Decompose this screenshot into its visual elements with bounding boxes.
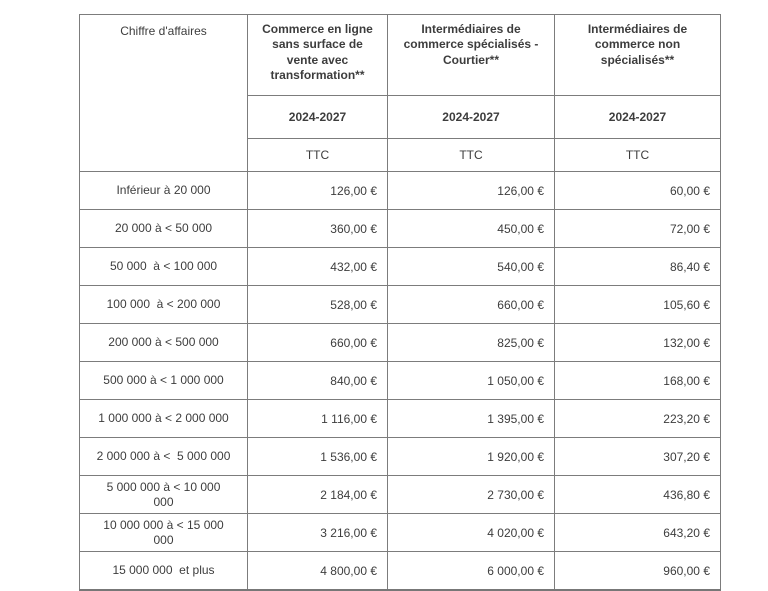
price-cell: 660,00 € <box>248 324 388 362</box>
row-label: 5 000 000 à < 10 000 000 <box>80 476 248 514</box>
price-cell: 223,20 € <box>555 400 721 438</box>
price-cell: 2 730,00 € <box>388 476 555 514</box>
row-label: 15 000 000 et plus <box>80 552 248 591</box>
price-cell: 840,00 € <box>248 362 388 400</box>
price-cell: 86,40 € <box>555 248 721 286</box>
price-cell: 540,00 € <box>388 248 555 286</box>
tax-label: TTC <box>388 139 555 172</box>
price-cell: 1 536,00 € <box>248 438 388 476</box>
price-cell: 432,00 € <box>248 248 388 286</box>
price-cell: 360,00 € <box>248 210 388 248</box>
price-cell: 1 395,00 € <box>388 400 555 438</box>
price-cell: 528,00 € <box>248 286 388 324</box>
price-cell: 72,00 € <box>555 210 721 248</box>
price-cell: 2 184,00 € <box>248 476 388 514</box>
price-cell: 436,80 € <box>555 476 721 514</box>
price-cell: 3 216,00 € <box>248 514 388 552</box>
period-label: 2024-2027 <box>248 96 388 139</box>
price-cell: 60,00 € <box>555 172 721 210</box>
price-cell: 4 800,00 € <box>248 552 388 591</box>
price-cell: 450,00 € <box>388 210 555 248</box>
table-row <box>80 438 721 476</box>
price-cell: 168,00 € <box>555 362 721 400</box>
row-label: 1 000 000 à < 2 000 000 <box>80 400 248 438</box>
table-row <box>80 514 721 552</box>
row-label: 10 000 000 à < 15 000 000 <box>80 514 248 552</box>
price-cell: 4 020,00 € <box>388 514 555 552</box>
table-row <box>80 400 721 438</box>
row-label: 20 000 à < 50 000 <box>80 210 248 248</box>
tax-label: TTC <box>555 139 721 172</box>
price-cell: 825,00 € <box>388 324 555 362</box>
row-label: Inférieur à 20 000 <box>80 172 248 210</box>
column-title-nonspecialized-intermediaries: Intermédiaires de commerce non spécialisés** <box>555 15 721 96</box>
row-label: 2 000 000 à < 5 000 000 <box>80 438 248 476</box>
price-cell: 1 116,00 € <box>248 400 388 438</box>
row-label-title: Chiffre d'affaires <box>80 15 248 172</box>
price-cell: 307,20 € <box>555 438 721 476</box>
price-cell: 105,60 € <box>555 286 721 324</box>
price-cell: 1 920,00 € <box>388 438 555 476</box>
table-row <box>80 248 721 286</box>
price-cell: 660,00 € <box>388 286 555 324</box>
row-label: 100 000 à < 200 000 <box>80 286 248 324</box>
header-row-titles <box>80 15 721 96</box>
period-label: 2024-2027 <box>555 96 721 139</box>
column-title-online-commerce: Commerce en ligne sans surface de vente avec transformation** <box>248 15 388 96</box>
table-row <box>80 324 721 362</box>
table-row <box>80 172 721 210</box>
table-row <box>80 476 721 514</box>
price-cell: 126,00 € <box>388 172 555 210</box>
price-cell: 643,20 € <box>555 514 721 552</box>
row-label: 200 000 à < 500 000 <box>80 324 248 362</box>
tariff-table-container <box>79 14 721 591</box>
price-cell: 6 000,00 € <box>388 552 555 591</box>
table-row <box>80 362 721 400</box>
tax-label: TTC <box>248 139 388 172</box>
row-label: 500 000 à < 1 000 000 <box>80 362 248 400</box>
table-row <box>80 286 721 324</box>
table-row <box>80 210 721 248</box>
price-cell: 1 050,00 € <box>388 362 555 400</box>
price-cell: 960,00 € <box>555 552 721 591</box>
period-label: 2024-2027 <box>388 96 555 139</box>
table-row <box>80 552 721 591</box>
price-cell: 132,00 € <box>555 324 721 362</box>
column-title-specialized-intermediaries: Intermédiaires de commerce spécialisés - Courtier** <box>388 15 555 96</box>
price-cell: 126,00 € <box>248 172 388 210</box>
row-label: 50 000 à < 100 000 <box>80 248 248 286</box>
tariff-table <box>79 14 721 591</box>
